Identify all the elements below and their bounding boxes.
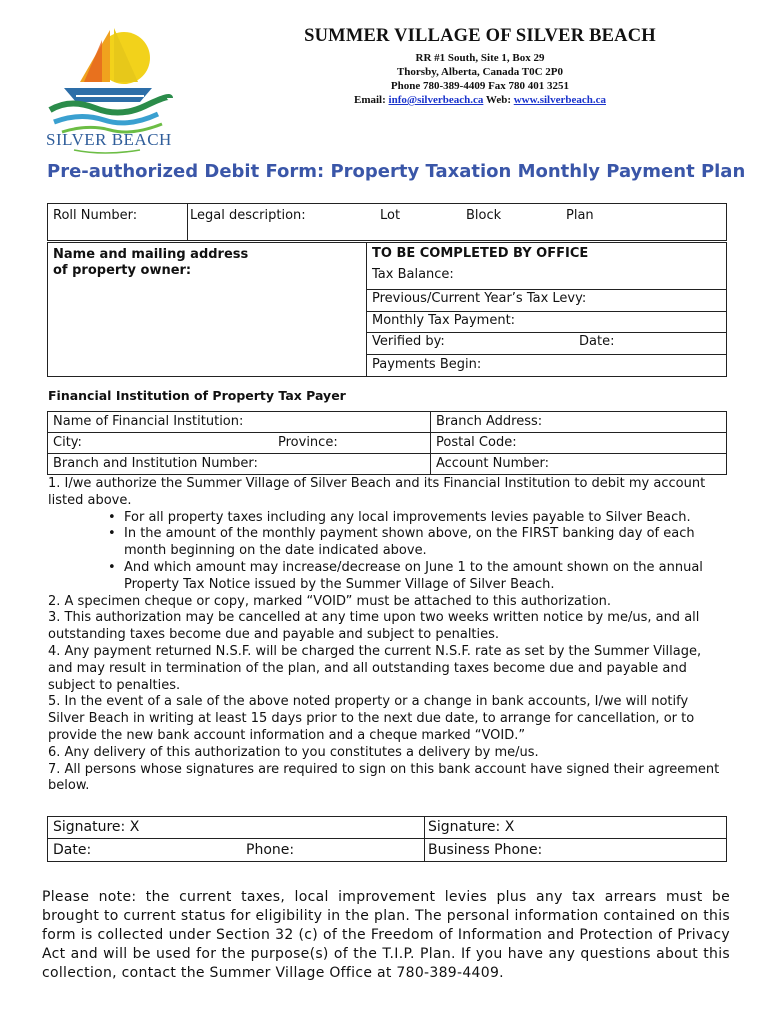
- city-line: Thorsby, Alberta, Canada T0C 2P0: [396, 66, 564, 78]
- office-date-field[interactable]: Date:: [579, 334, 615, 349]
- web-link[interactable]: www.silverbeach.ca: [513, 94, 606, 106]
- financial-institution-heading: Financial Institution of Property Tax Payer: [48, 388, 346, 403]
- phone-field[interactable]: Phone:: [246, 842, 295, 858]
- term-5: 5. In the event of a sale of the above noted property or a change in bank accounts, I/we will notify Silver Beach in writing at least 15 days prior to the next due date, to arrange for cancellation, or to provide the new bank account information and a cheque marked “VOID.”: [48, 694, 695, 743]
- term-3: 3. This authorization may be cancelled at any time upon two weeks written notice by me/us, and all outstanding taxes become due and payable and subject to penalties.: [48, 610, 700, 643]
- tax-balance-field[interactable]: Tax Balance:: [372, 267, 454, 282]
- email-label: Email:: [353, 94, 389, 106]
- postal-code-field[interactable]: Postal Code:: [436, 435, 517, 450]
- office-use-heading: TO BE COMPLETED BY OFFICE: [372, 246, 589, 261]
- organization-name: SUMMER VILLAGE OF SILVER BEACH: [304, 26, 656, 46]
- signature-table: [47, 816, 727, 862]
- term-6: 6. Any delivery of this authorization to you constitutes a delivery by me/us.: [48, 744, 539, 760]
- verified-by-field[interactable]: Verified by:: [372, 334, 445, 349]
- term-7: 7. All persons whose signatures are required to sign on this bank account have signed their agreement below.: [48, 761, 720, 794]
- monthly-payment-field[interactable]: Monthly Tax Payment:: [372, 313, 516, 328]
- legal-description-field[interactable]: Legal description:: [190, 208, 306, 223]
- block-field[interactable]: Block: [466, 208, 502, 223]
- contact-line: [240, 93, 720, 107]
- phone-fax-line: Phone 780-389-4409 Fax 780 401 3251: [390, 80, 570, 92]
- institution-name-field[interactable]: Name of Financial Institution:: [53, 414, 244, 429]
- term-2: 2. A specimen cheque or copy, marked “VOID” must be attached to this authorization.: [48, 593, 612, 609]
- form-title: Pre-authorized Debit Form: Property Taxation Monthly Payment Plan: [47, 161, 746, 182]
- term-1-bullet-3: • And which amount may increase/decrease on June 1 to the amount shown on the annual Property Tax Notice issued by the Summer Village of Silver Beach.: [96, 560, 728, 594]
- payments-begin-field[interactable]: Payments Begin:: [372, 357, 482, 372]
- term-1-bullet-2: • In the amount of the monthly payment shown above, on the FIRST banking day of each month beginning on the date indicated above.: [96, 526, 728, 560]
- signature-date-field[interactable]: Date:: [53, 842, 92, 858]
- tax-levy-field[interactable]: Previous/Current Year’s Tax Levy:: [372, 291, 587, 306]
- silver-beach-logo: [40, 18, 175, 158]
- business-phone-field[interactable]: Business Phone:: [428, 842, 543, 858]
- privacy-note: Please note: the current taxes, local improvement levies plus any tax arrears must be brought to current status for eligibility in the plan. The personal information contained on this form is collected under Section 32 (c) of the Freedom of Information and Protection of Privacy Act and will be used for the purpose(s) of the T.I.P. Plan. If you have any questions about this collection, contact the Summer Village Office at 780-389-4409.: [42, 889, 730, 981]
- branch-address-field[interactable]: Branch Address:: [436, 414, 543, 429]
- plan-field[interactable]: Plan: [566, 208, 594, 223]
- owner-label-line-1: Name and mailing address: [53, 247, 249, 262]
- svg-text:SILVER BEACH: SILVER BEACH: [46, 130, 172, 149]
- signature-2-field[interactable]: Signature: X: [428, 819, 515, 835]
- address-line: RR #1 South, Site 1, Box 29: [415, 52, 545, 64]
- term-4: 4. Any payment returned N.S.F. will be charged the current N.S.F. rate as set by the Summer Village, and may result in termination of the plan, and all outstanding taxes become due and payable and subject to penalties.: [48, 643, 702, 693]
- account-number-field[interactable]: Account Number:: [436, 456, 549, 471]
- roll-number-field[interactable]: Roll Number:: [53, 208, 138, 223]
- province-field[interactable]: Province:: [278, 435, 338, 450]
- branch-institution-number-field[interactable]: Branch and Institution Number:: [53, 456, 258, 471]
- signature-1-field[interactable]: Signature: X: [53, 819, 140, 835]
- city-field[interactable]: City:: [53, 435, 82, 450]
- term-1-bullet-1: • For all property taxes including any local improvements levies payable to Silver Beach.: [96, 510, 728, 527]
- lot-field[interactable]: Lot: [380, 208, 401, 223]
- sailboat-logo-icon: [40, 18, 175, 158]
- web-label: Web:: [483, 94, 514, 106]
- organization-header: [240, 26, 720, 107]
- term-1: 1. I/we authorize the Summer Village of Silver Beach and its Financial Institution to debit my account listed above.: [48, 476, 706, 508]
- email-link[interactable]: info@silverbeach.ca: [388, 94, 484, 106]
- authorization-terms: [48, 476, 728, 795]
- owner-label-line-2: of property owner:: [53, 263, 192, 278]
